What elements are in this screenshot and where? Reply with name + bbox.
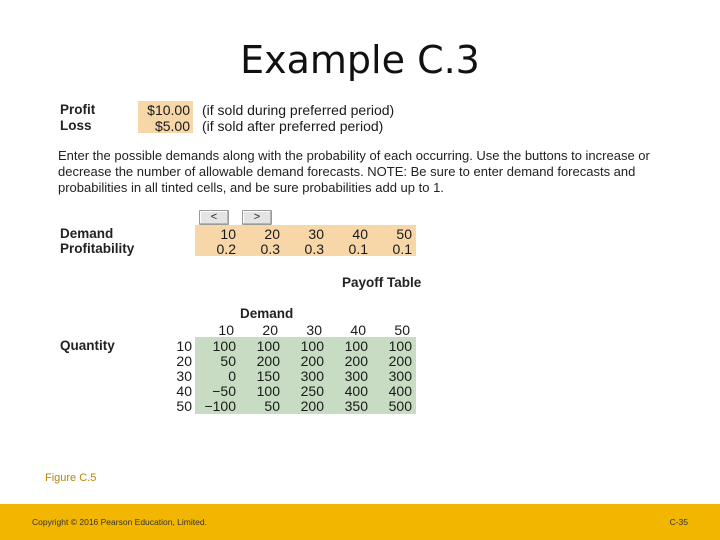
payoff-value-cell: 200 xyxy=(344,353,368,369)
payoff-value-cell: 200 xyxy=(256,353,280,369)
payoff-quantity-row-label: 10 xyxy=(176,338,192,354)
payoff-quantity-row-label: 40 xyxy=(176,383,192,399)
payoff-value-cell: 500 xyxy=(388,398,412,414)
payoff-value-cell: −100 xyxy=(204,398,236,414)
payoff-column-header: 20 xyxy=(262,322,278,338)
profit-label: Profit xyxy=(60,102,96,117)
payoff-demand-header: Demand xyxy=(240,306,294,321)
profit-note: (if sold during preferred period) xyxy=(202,102,395,118)
loss-value[interactable]: $5.00 xyxy=(154,118,190,134)
demand-value-cell[interactable]: 10 xyxy=(220,226,236,242)
quantity-label: Quantity xyxy=(60,338,115,353)
payoff-value-cell: 50 xyxy=(220,353,236,369)
demand-value-cell[interactable]: 20 xyxy=(264,226,280,242)
payoff-value-cell: 50 xyxy=(264,398,280,414)
demand-value-cell[interactable]: 40 xyxy=(352,226,368,242)
probability-value-cell[interactable]: 0.1 xyxy=(348,241,368,257)
payoff-column-header: 40 xyxy=(350,322,366,338)
payoff-value-cell: 100 xyxy=(256,338,280,354)
payoff-column-header: 30 xyxy=(306,322,322,338)
loss-label: Loss xyxy=(60,118,92,133)
profit-value[interactable]: $10.00 xyxy=(147,102,190,118)
footer-bar xyxy=(0,504,720,540)
demand-value-cell[interactable]: 50 xyxy=(396,226,412,242)
probability-value-cell[interactable]: 0.3 xyxy=(304,241,324,257)
decrease-demand-button[interactable]: < xyxy=(199,210,229,225)
payoff-value-cell: 100 xyxy=(300,338,324,354)
spreadsheet-figure xyxy=(58,100,678,430)
probability-value-cell[interactable]: 0.1 xyxy=(392,241,412,257)
page-number: C-35 xyxy=(669,517,688,527)
demand-label: Demand xyxy=(60,226,114,241)
payoff-value-cell: 250 xyxy=(300,383,324,399)
copyright-text: Copyright © 2016 Pearson Education, Limited. xyxy=(32,517,207,527)
payoff-value-cell: 300 xyxy=(300,368,324,384)
figure-caption: Figure C.5 xyxy=(45,472,97,484)
instructions-text: Enter the possible demands along with the probability of each occurring. Use the buttons to increase or decrease the number of allowable demand forecasts. NOTE: Be sure to enter demand forecasts and probabilities in all tinted cells, and be sure probabilities add up to 1. xyxy=(58,148,650,195)
payoff-value-cell: −50 xyxy=(212,383,236,399)
loss-note: (if sold after preferred period) xyxy=(202,118,384,134)
payoff-value-cell: 400 xyxy=(388,383,412,399)
payoff-column-header: 50 xyxy=(394,322,410,338)
probability-label: Profitability xyxy=(60,241,135,256)
slide-title: Example C.3 xyxy=(240,38,480,82)
demand-value-cell[interactable]: 30 xyxy=(308,226,324,242)
payoff-value-cell: 200 xyxy=(388,353,412,369)
payoff-value-cell: 300 xyxy=(344,368,368,384)
payoff-value-cell: 150 xyxy=(256,368,280,384)
payoff-value-cell: 100 xyxy=(388,338,412,354)
payoff-value-cell: 100 xyxy=(212,338,236,354)
probability-value-cell[interactable]: 0.2 xyxy=(216,241,236,257)
payoff-value-cell: 350 xyxy=(344,398,368,414)
payoff-value-cell: 200 xyxy=(300,353,324,369)
payoff-value-cell: 300 xyxy=(388,368,412,384)
increase-demand-button[interactable]: > xyxy=(242,210,272,225)
payoff-value-cell: 100 xyxy=(256,383,280,399)
payoff-column-header: 10 xyxy=(218,322,234,338)
payoff-quantity-row-label: 50 xyxy=(176,398,192,414)
payoff-value-cell: 0 xyxy=(228,368,236,384)
payoff-table-title: Payoff Table xyxy=(342,275,422,290)
payoff-value-cell: 200 xyxy=(300,398,324,414)
probability-value-cell[interactable]: 0.3 xyxy=(260,241,280,257)
payoff-value-cell: 400 xyxy=(344,383,368,399)
payoff-value-cell: 100 xyxy=(344,338,368,354)
payoff-quantity-row-label: 20 xyxy=(176,353,192,369)
payoff-quantity-row-label: 30 xyxy=(176,368,192,384)
